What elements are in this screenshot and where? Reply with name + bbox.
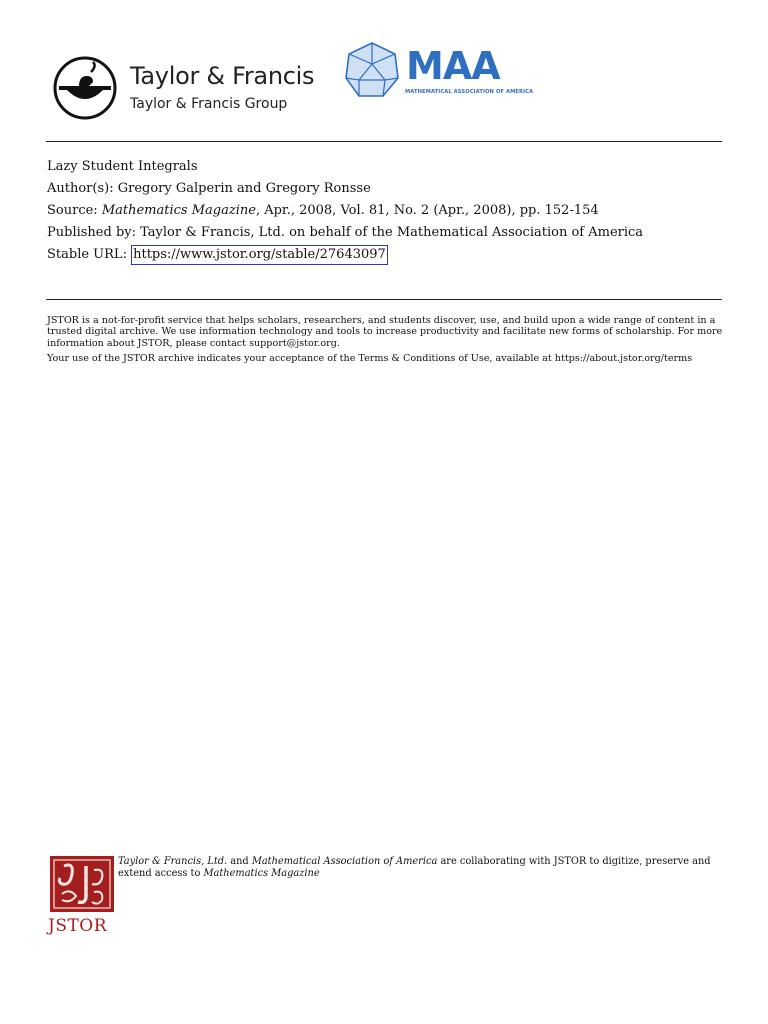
authors-line — [47, 181, 717, 197]
jstor-footer — [48, 854, 728, 944]
authors-label: Author(s): — [47, 181, 114, 196]
jstor-notice-terms: Your use of the JSTOR archive indicates your acceptance of the Terms & Conditions of Use, available at https://about.jstor.org/terms — [47, 353, 693, 365]
jstor-seal-icon — [50, 856, 114, 912]
jstor-wordmark: JSTOR — [48, 916, 108, 936]
source-details: , Apr., 2008, Vol. 81, No. 2 (Apr., 2008), pp. 152-154 — [255, 203, 599, 218]
taylor-francis-logo — [50, 48, 350, 118]
collaboration-statement — [118, 856, 728, 880]
stable-url-link[interactable]: https://www.jstor.org/stable/27643097 — [131, 245, 388, 265]
article-title: Lazy Student Integrals — [47, 159, 198, 174]
publisher-label: Published by: — [47, 225, 136, 240]
publisher-logos — [50, 40, 534, 124]
source-line — [47, 203, 717, 219]
publisher-value: Taylor & Francis, Ltd. on behalf of the Mathematical Association of America — [140, 225, 644, 240]
taylor-francis-group: Taylor & Francis Group — [130, 96, 288, 112]
jstor-notice-about: JSTOR is a not-for-profit service that helps scholars, researchers, and students discover, use, and build upon a wide range of content in a trusted digital archive. We use information technology and tools to increase productivity and facilitate new forms of scholarship. For more information about JSTOR, please contact support@jstor.org. — [47, 315, 723, 349]
collab-journal: Mathematics Magazine — [203, 868, 320, 879]
source-journal: Mathematics Magazine — [101, 203, 256, 218]
jstor-notice — [47, 315, 723, 369]
stable-url-label: Stable URL: — [47, 247, 127, 262]
maa-full-name: MATHEMATICAL ASSOCIATION OF AMERICA — [405, 89, 534, 95]
collab-text: are collaborating with JSTOR to digitize, preserve and extend access to — [118, 856, 711, 879]
top-divider — [46, 141, 722, 142]
source-label: Source: — [47, 203, 98, 218]
article-metadata — [47, 159, 717, 269]
stable-url-line — [47, 247, 717, 263]
maa-logo — [343, 40, 534, 102]
taylor-francis-name: Taylor & Francis — [130, 62, 315, 90]
authors-value: Gregory Galperin and Gregory Ronsse — [117, 181, 371, 196]
maa-acronym: MAA — [406, 44, 500, 88]
maa-polyhedron-icon — [343, 40, 401, 100]
collab-and: and — [227, 856, 252, 867]
taylor-francis-lamp-icon — [53, 56, 117, 120]
collab-org-2: Mathematical Association of America — [251, 856, 438, 867]
publisher-line — [47, 225, 717, 241]
collab-org-1: Taylor & Francis, Ltd. — [118, 856, 228, 867]
middle-divider — [46, 299, 722, 300]
